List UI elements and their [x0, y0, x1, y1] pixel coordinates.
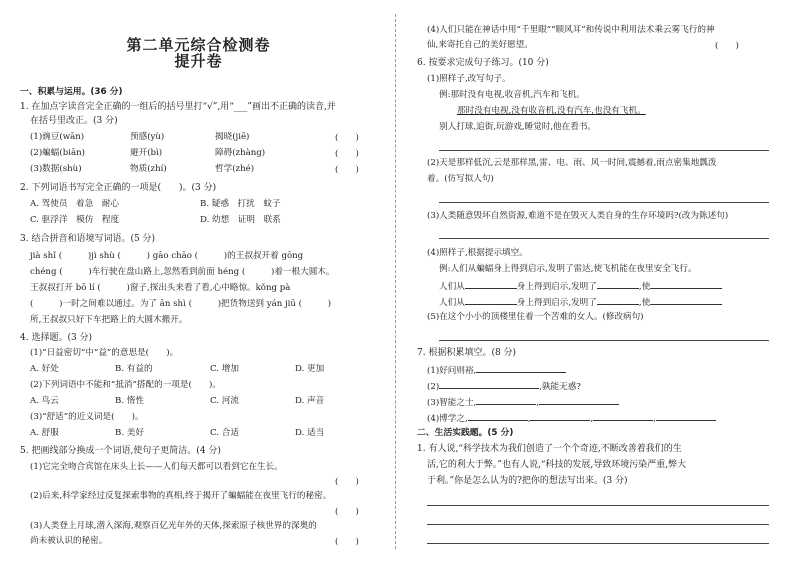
- q6-4-fill-1-end: ,使: [638, 282, 651, 292]
- q6-4-prompt: (4)照样子,根据提示填空。: [427, 248, 528, 258]
- right-page: [397, 0, 794, 561]
- q7-prompt: 7. 根据积累填空。(8 分): [417, 348, 517, 358]
- q7-4-blank-2[interactable]: [530, 411, 590, 421]
- s1-answer-line-1[interactable]: [427, 505, 769, 506]
- q4-prompt: 4. 选择题。(3 分): [20, 333, 93, 343]
- q6-4-blank-1b[interactable]: [597, 279, 639, 289]
- q7-3-blank-1[interactable]: [476, 395, 536, 405]
- q6-4-fill-2: [439, 295, 722, 309]
- q7-1-text: (1)好问则裕,: [427, 366, 477, 376]
- q1-row-2-b: 避开(bì): [130, 148, 163, 158]
- q1-row-2-a: (2)蝙蝠(biān): [30, 148, 85, 158]
- q4-2-opt-c[interactable]: C. 河流: [210, 396, 239, 406]
- q6-3-answer-line[interactable]: [439, 238, 769, 239]
- q6-4-blank-2b[interactable]: [597, 295, 639, 305]
- q2-option-c[interactable]: C. 驱浮洋 模仿 程度: [30, 215, 120, 225]
- s1-answer-line-2[interactable]: [427, 524, 769, 525]
- q1-row-1-answer[interactable]: ( ): [335, 133, 359, 143]
- q6-5-prompt: (5)在这个小小的顶楼里住着一个苦难的女人。(修改病句): [427, 312, 644, 322]
- q2-prompt: 2. 下列词语书写完全正确的一项是( )。(3 分): [20, 183, 217, 193]
- q6-1-example-rewrite: 那时没有电视,没有收音机,没有汽车,也没有飞机。: [457, 106, 646, 116]
- q1-prompt-2: 在括号里改正。(3 分): [30, 116, 118, 126]
- q3-line-1: jià shǐ ( )jì shù ( ) gāo chāo ( )的王叔叔开着 gōng: [30, 251, 304, 261]
- q6-4-blank-1a[interactable]: [465, 279, 517, 289]
- q5-1-answer[interactable]: ( ): [335, 477, 359, 487]
- q4-1-opt-a[interactable]: A. 好处: [30, 364, 59, 374]
- q7-4-blank-4[interactable]: [656, 411, 716, 421]
- q7-1-blank[interactable]: [476, 363, 566, 373]
- s1-prompt-2: 活,它的利大于弊。”也有人说,“科技的发展,导致环境污染严重,弊大: [427, 460, 687, 470]
- q6-1-example: 例:那时没有电视,收音机,汽车和飞机。: [439, 90, 585, 100]
- section-2-heading: 二、生活实践题。(5 分): [417, 428, 514, 438]
- s1-prompt-1: 1. 有人说,“科学技术为我们创造了一个个奇迹,不断改善着我们的生: [417, 444, 682, 454]
- q4-1-opt-c[interactable]: C. 增加: [210, 364, 239, 374]
- q1-row-3-a: (3)数据(shù): [30, 164, 82, 174]
- q6-1-answer-line[interactable]: [439, 150, 769, 151]
- q6-4-fill-1-start: 人们从: [439, 282, 465, 292]
- q6-5-answer-line[interactable]: [439, 340, 769, 341]
- q1-row-3-answer[interactable]: ( ): [335, 165, 359, 175]
- q7-3-text: (3)智能之士,: [427, 398, 477, 408]
- section-1-heading: 一、积累与运用。(36 分): [20, 87, 123, 97]
- q3-prompt: 3. 结合拼音和语境写词语。(5 分): [20, 234, 156, 244]
- q7-4-blank-1[interactable]: [468, 411, 528, 421]
- q6-3-prompt: (3)人类随意毁坏自然资源,难道不是在毁灭人类自身的生存环境吗?(改为陈述句): [427, 211, 729, 221]
- q6-2-answer-line[interactable]: [439, 202, 769, 203]
- q2-option-b[interactable]: B. 疑惑 打扰 蚊子: [200, 199, 281, 209]
- q4-3-opt-a[interactable]: A. 舒服: [30, 428, 59, 438]
- q2-option-d[interactable]: D. 幼想 证明 联系: [200, 215, 281, 225]
- q1-row-1-a: (1)豌豆(wān): [30, 132, 85, 142]
- q7-2: [427, 379, 581, 393]
- q4-3-opt-d[interactable]: D. 适当: [295, 428, 325, 438]
- q6-4-fill-2-start: 人们从: [439, 298, 465, 308]
- q6-4-example: 例:人们从蝙蝠身上得到启示,发明了雷达,使飞机能在夜里安全飞行。: [439, 264, 697, 274]
- page-title: 第二单元综合检测卷: [126, 36, 271, 54]
- q6-4-fill-1-mid: 身上得到启示,发明了: [516, 282, 597, 292]
- s1-answer-line-3[interactable]: [427, 543, 769, 544]
- q4-3-stem: (3)“舒适”的近义词是( )。: [30, 412, 144, 422]
- page-subtitle: 提升卷: [174, 52, 223, 70]
- q4-3-opt-c[interactable]: C. 合适: [210, 428, 239, 438]
- q1-row-2-c: 障碍(zhàng): [215, 148, 266, 158]
- q6-prompt: 6. 按要求完成句子练习。(10 分): [417, 58, 549, 68]
- q5-1-sentence: (1)它完全吻合宾馆在床头上长——人们每天都可以看到它在生长。: [30, 462, 283, 472]
- q7-4-text: (4)博学之,: [427, 414, 468, 424]
- q5-4-sentence-2: 仙,来寄托自己的美好愿望。: [427, 40, 533, 50]
- q7-4-blank-3[interactable]: [593, 411, 653, 421]
- q6-1-task: 别人打球,追街,玩游戏,睡觉时,他在看书。: [439, 122, 597, 132]
- q7-2-end: ,孰能无惑?: [539, 382, 581, 392]
- q6-2-prompt-2: 着。(仿写拟人句): [427, 174, 494, 184]
- q4-2-stem: (2)下列词语中不能和“抵消”搭配的一项是( )。: [30, 380, 221, 390]
- q5-3-answer[interactable]: ( ): [335, 537, 359, 547]
- q6-1-prompt: (1)照样子,改写句子。: [427, 74, 511, 84]
- q4-2-opt-a[interactable]: A. 鸟云: [30, 396, 59, 406]
- q7-4: (4)博学之, , , ,: [427, 411, 716, 425]
- q6-4-fill-1: [439, 279, 722, 293]
- q1-row-1-b: 预感(yù): [130, 132, 165, 142]
- q6-4-blank-2a[interactable]: [465, 295, 517, 305]
- q3-line-2: chéng ( )车行驶在盘山路上,忽然看到前面 héng ( )着一根大圆木。: [30, 267, 335, 277]
- q6-4-blank-2c[interactable]: [650, 295, 722, 305]
- q6-2-prompt: (2)天是那样低沉,云是那样黑,雷、电、雨、风一时间,震撼着,雨点密集地瓢泼: [427, 158, 717, 168]
- q5-3-sentence: (3)人类登上月球,潜入深海,观察百亿光年外的天体,探索原子核世界的深奥的: [30, 521, 317, 531]
- q4-1-opt-d[interactable]: D. 更加: [295, 364, 325, 374]
- q4-2-opt-d[interactable]: D. 声音: [295, 396, 325, 406]
- q1-row-3-b: 物质(zhí): [130, 164, 167, 174]
- q5-prompt: 5. 把画线部分换成一个词语,使句子更简洁。(4 分): [20, 446, 221, 456]
- q7-3: (3)智能之士, ,: [427, 395, 619, 409]
- q7-2-start: (2): [427, 382, 440, 392]
- q6-4-fill-2-mid: 身上得到启示,发明了: [516, 298, 597, 308]
- q4-1-stem: (1)“日益密切”中“益”的意思是( )。: [30, 348, 179, 358]
- q4-2-opt-b[interactable]: B. 惰性: [115, 396, 144, 406]
- q7-3-blank-2[interactable]: [539, 395, 619, 405]
- q5-3-sentence-2: 尚未被认识的秘密。: [30, 536, 108, 546]
- q1-prompt: 1. 在加点字读音完全正确的一组后的括号里打“√”,用“___”画出不正确的读音,并: [20, 102, 336, 112]
- q3-line-5: 所,王叔叔只好下车把路上的大圆木搬开。: [30, 315, 188, 325]
- q5-2-answer[interactable]: ( ): [335, 507, 359, 517]
- q5-4-sentence: (4)人们只能在神话中用“千里眼”“顺风耳”和传说中利用法术乘云雾飞行的神: [427, 25, 715, 35]
- q1-row-3-c: 哲学(zhé): [215, 164, 255, 174]
- q1-row-2-answer[interactable]: ( ): [335, 149, 359, 159]
- q4-1-opt-b[interactable]: B. 有益的: [115, 364, 153, 374]
- s1-prompt-3: 于利。”你是怎么认为的?把你的想法写出来。(3 分): [427, 476, 628, 486]
- q6-4-fill-2-end: ,使: [638, 298, 651, 308]
- q7-2-blank[interactable]: [439, 379, 539, 389]
- q7-1: [427, 363, 566, 377]
- q3-line-4: ( )一时之间难以通过。为了 ān shì ( )把货物送到 yán jiū ( ): [30, 299, 332, 309]
- q4-3-opt-b[interactable]: B. 美好: [115, 428, 144, 438]
- q3-line-3: 王叔叔打开 bō lí ( )窗子,探出头来看了看,心中略惊。kǒng pà: [30, 283, 291, 293]
- q5-4-answer[interactable]: ( ): [715, 41, 739, 51]
- q6-4-blank-1c[interactable]: [650, 279, 722, 289]
- q2-option-a[interactable]: A. 驾使员 着急 耐心: [30, 199, 120, 209]
- q5-2-sentence: (2)后来,科学家经过反复探索事物的真相,终于揭开了蝙蝠能在夜里飞行的秘密。: [30, 491, 332, 501]
- q1-row-1-c: 揭晓(jiē): [215, 132, 250, 142]
